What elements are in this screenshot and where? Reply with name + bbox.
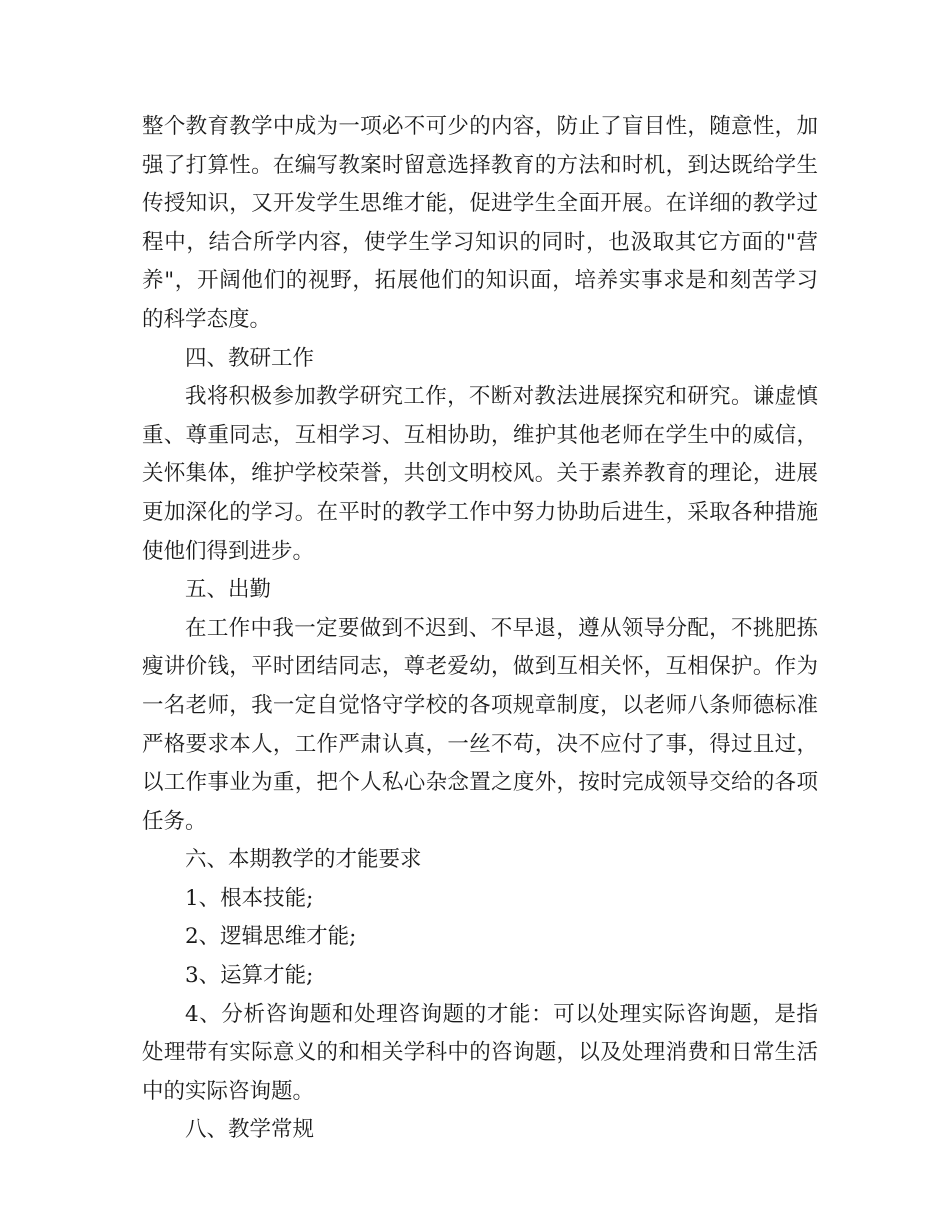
list-item-computation: 3、运算才能; bbox=[185, 963, 314, 989]
list-item-basic-skills: 1、根本技能; bbox=[185, 885, 314, 911]
list-item-problem-solving: 4、分析咨询题和处理咨询题的才能：可以处理实际咨询题，是指处理带有实际意义的和相关学科中的咨询题，以及处理消费和日常生活中的实际咨询题。 bbox=[142, 1001, 818, 1104]
paragraph-teaching-research: 我将积极参加教学研究工作，不断对教法进展探究和研究。谦虚慎重、尊重同志，互相学习、互相协助，维护其他老师在学生中的威信，关怀集体，维护学校荣誉，共创文明校风。关于素养教育的理论，进展更加深化的学习。在平时的教学工作中努力协助后进生，采取各种措施使他们得到进步。 bbox=[142, 384, 818, 564]
heading-teaching-research: 四、教研工作 bbox=[185, 345, 315, 371]
document-page bbox=[142, 108, 818, 1150]
heading-teaching-routine: 八、教学常规 bbox=[185, 1117, 315, 1143]
heading-attendance: 五、出勤 bbox=[185, 577, 272, 603]
paragraph-attendance: 在工作中我一定要做到不迟到、不早退，遵从领导分配，不挑肥拣瘦讲价钱，平时团结同志，尊老爱幼，做到互相关怀，互相保护。作为一名老师，我一定自觉恪守学校的各项规章制度，以老师八条师德标准严格要求本人，工作严肃认真，一丝不苟，决不应付了事，得过且过，以工作事业为重，把个人私心杂念置之度外，按时完成领导交给的各项任务。 bbox=[142, 615, 818, 834]
list-item-logical-thinking: 2、逻辑思维才能; bbox=[185, 924, 357, 950]
paragraph-continued-intro: 整个教育教学中成为一项必不可少的内容，防止了盲目性，随意性，加强了打算性。在编写教案时留意选择教育的方法和时机，到达既给学生传授知识，又开发学生思维才能，促进学生全面开展。在详细的教学过程中，结合所学内容，使学生学习知识的同时，也汲取其它方面的"营养"，开阔他们的视野，拓展他们的知识面，培养实事求是和刻苦学习的科学态度。 bbox=[142, 114, 818, 332]
heading-ability-requirements: 六、本期教学的才能要求 bbox=[185, 847, 422, 873]
